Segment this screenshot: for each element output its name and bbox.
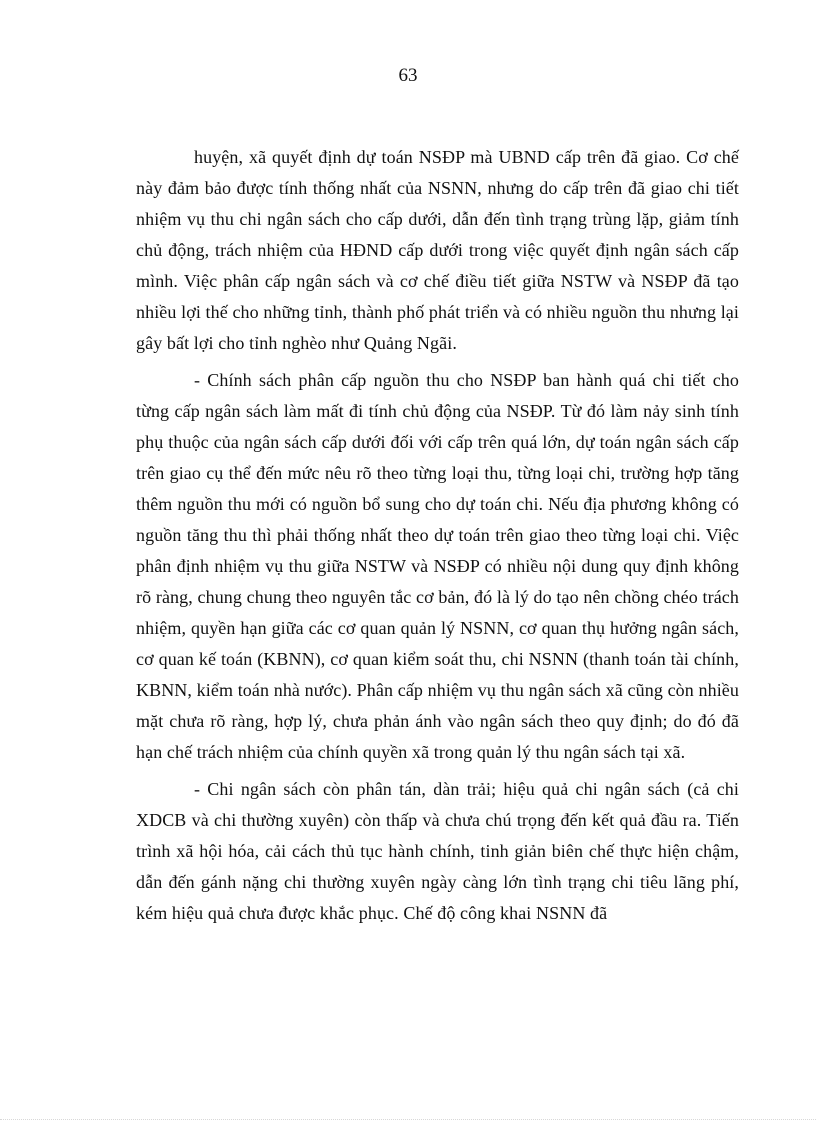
paragraph-2: - Chính sách phân cấp nguồn thu cho NSĐP ban hành quá chi tiết cho từng cấp ngân sách làm mất đi tính chủ động của NSĐP. Từ đó làm nảy sinh tính phụ thuộc của ngân sách cấp dưới đối với cấp trên quá lớn, dự toán ngân sách cấp trên giao cụ thể đến mức nêu rõ theo từng loại thu, từng loại chi, trường hợp tăng thêm nguồn thu mới có nguồn bổ sung cho dự toán chi. Nếu địa phương không có nguồn tăng thu thì phải thống nhất theo dự toán trên giao theo từng loại chi. Việc phân định nhiệm vụ thu giữa NSTW và NSĐP có nhiều nội dung quy định không rõ ràng, chung chung theo nguyên tắc cơ bản, đó là lý do tạo nên chồng chéo trách nhiệm, quyền hạn giữa các cơ quan quản lý NSNN, cơ quan thụ hưởng ngân sách, cơ quan kế toán (KBNN), cơ quan kiểm soát thu, chi NSNN (thanh toán tài chính, KBNN, kiểm toán nhà nước). Phân cấp nhiệm vụ thu ngân sách xã cũng còn nhiều mặt chưa rõ ràng, hợp lý, chưa phản ánh vào ngân sách theo quy định; do đó đã hạn chế trách nhiệm của chính quyền xã trong quản lý thu ngân sách tại xã. (136, 370, 739, 762)
page-number: 63 (398, 65, 418, 86)
paragraph-3: - Chi ngân sách còn phân tán, dàn trải; hiệu quả chi ngân sách (cả chi XDCB và chi thường xuyên) còn thấp và chưa chú trọng đến kết quả đầu ra. Tiến trình xã hội hóa, cải cách thủ tục hành chính, tinh giản biên chế thực hiện chậm, dẫn đến gánh nặng chi thường xuyên ngày càng lớn tình trạng chi tiêu lãng phí, kém hiệu quả chưa được khắc phục. Chế độ công khai NSNN đã (136, 779, 739, 923)
paragraph-1: huyện, xã quyết định dự toán NSĐP mà UBND cấp trên đã giao. Cơ chế này đảm bảo được tính thống nhất của NSNN, nhưng do cấp trên đã giao chi tiết nhiệm vụ thu chi ngân sách cho cấp dưới, dẫn đến tình trạng trùng lặp, giảm tính chủ động, trách nhiệm của HĐND cấp dưới trong việc quyết định ngân sách cấp mình. Việc phân cấp ngân sách và cơ chế điều tiết giữa NSTW và NSĐP đã tạo nhiều lợi thế cho những tỉnh, thành phố phát triển và có nhiều nguồn thu nhưng lại gây bất lợi cho tỉnh nghèo như Quảng Ngãi. (136, 147, 739, 353)
body-text (136, 142, 739, 935)
page-bottom-edge (0, 1119, 816, 1120)
